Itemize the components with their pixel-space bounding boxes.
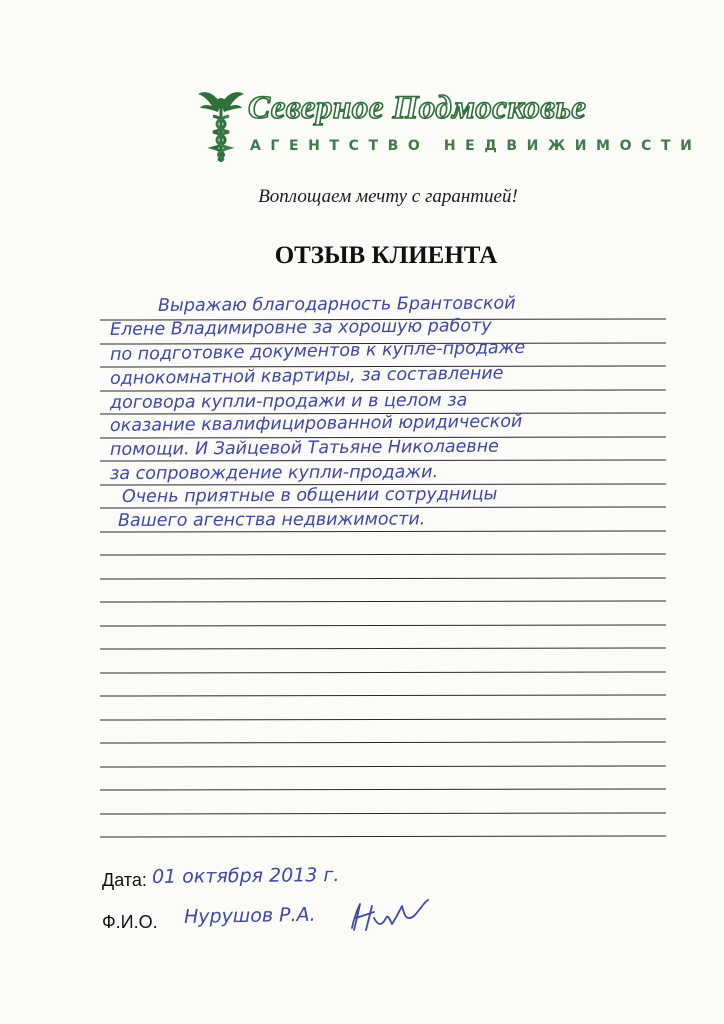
form-title: ОТЗЫВ КЛИЕНТА — [274, 242, 498, 269]
date-label: Дата: — [102, 870, 147, 890]
date-value: 01 октября 2013 г. — [151, 864, 340, 888]
rule-line — [100, 672, 666, 673]
handwritten-line: Елене Владимировне за хорошую работу — [109, 316, 492, 340]
slogan: Воплощаем мечту с гарантией! — [258, 186, 518, 207]
handwritten-line: по подготовке документов к купле-продаже — [109, 337, 526, 365]
rule-line — [100, 460, 666, 461]
rule-line — [100, 554, 666, 555]
rule-line — [100, 578, 666, 579]
handwritten-line: Выражаю благодарность Брантовской — [157, 293, 516, 316]
rule-line — [100, 625, 666, 626]
rule-line — [100, 601, 666, 602]
rule-line — [100, 766, 666, 767]
handwritten-line: оказание квалифицированной юридической — [109, 411, 523, 436]
rule-line — [100, 507, 666, 508]
rule-line — [100, 695, 666, 696]
rule-line — [100, 789, 666, 790]
rule-line — [100, 719, 666, 720]
handwritten-line: помощи. И Зайцевой Татьяне Николаевне — [109, 436, 499, 460]
rule-line — [100, 836, 666, 837]
rule-line — [100, 531, 666, 532]
rule-line — [100, 742, 666, 743]
handwritten-line: Вашего агенства недвижимости. — [117, 509, 426, 531]
handwritten-line: договора купли-продажи и в целом за — [109, 390, 468, 413]
company-subtitle: АГЕНТСТВО НЕДВИЖИМОСТИ — [250, 138, 702, 154]
name-value: Нурушов Р.А. — [183, 903, 316, 928]
rule-line — [100, 648, 666, 649]
handwritten-line: за сопровождение купли-продажи. — [109, 462, 439, 484]
company-name: Северное Подмосковье — [248, 90, 587, 126]
handwritten-line: Очень приятные в общении сотрудницы — [121, 484, 498, 507]
rule-line — [100, 813, 666, 814]
handwritten-line: однокомнатной квартиры, за составление — [109, 363, 504, 389]
name-label: Ф.И.О. — [102, 912, 158, 932]
handwritten-signature — [344, 896, 434, 936]
